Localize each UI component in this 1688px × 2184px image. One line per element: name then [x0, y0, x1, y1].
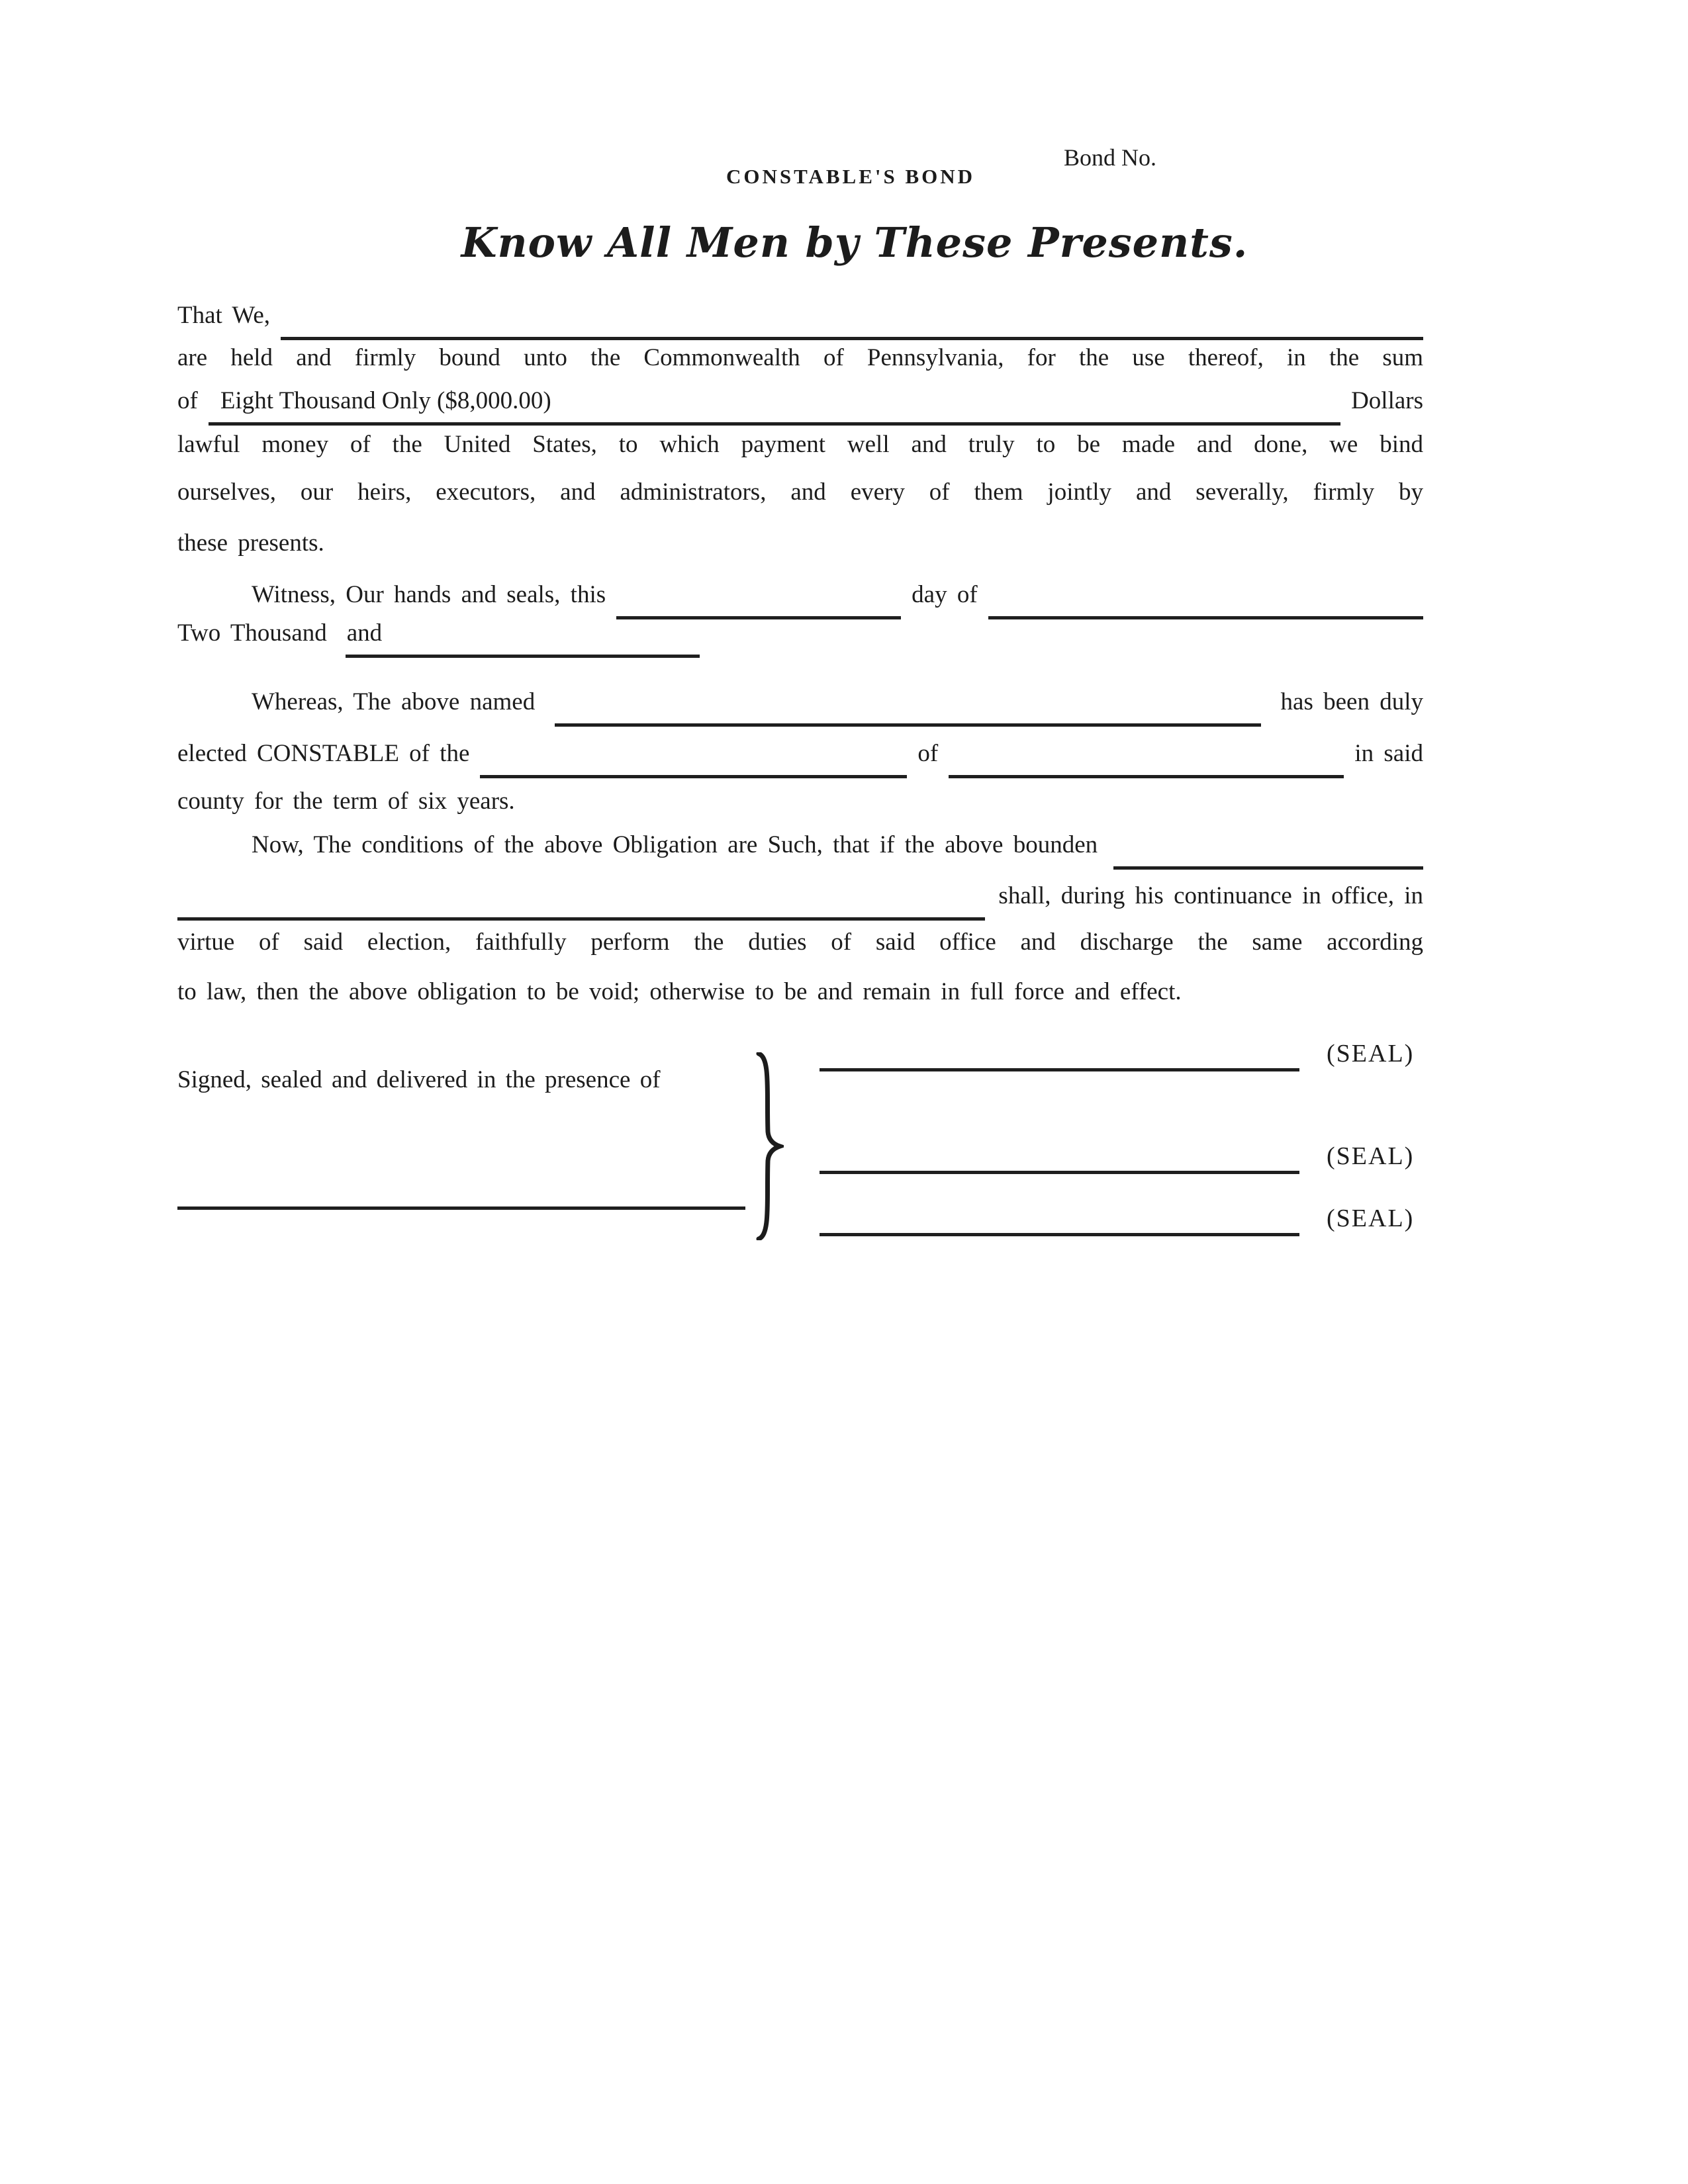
- year-value: and: [346, 619, 383, 647]
- two-thousand-label: Two Thousand: [177, 619, 327, 647]
- signature-line-blank-3: [820, 1205, 1299, 1236]
- seal-label-3: (SEAL): [1327, 1205, 1415, 1232]
- whereas-lead-label: Whereas, The above named: [252, 688, 536, 715]
- brace-icon: [753, 1052, 784, 1247]
- shall-clause-line: shall, during his continuance in office, in: [998, 882, 1423, 909]
- bounden-blank-1: [1113, 831, 1423, 870]
- elected-lead-label: elected CONSTABLE of the: [177, 740, 470, 767]
- day-blank: [616, 580, 901, 619]
- of-label-2: of: [917, 740, 939, 767]
- conditions-line: Now, The conditions of the above Obligation are Such, that if the above bounden: [252, 831, 1098, 858]
- dollars-label: Dollars: [1351, 387, 1423, 414]
- year-blank: [346, 619, 700, 658]
- day-of-label: day of: [912, 581, 978, 608]
- obligors-blank: [281, 301, 1423, 340]
- lawful-clause-line-1: lawful money of the United States, to which payment well and truly to be made and done, we bind: [177, 431, 1423, 458]
- lawful-clause-line-3: these presents.: [177, 529, 324, 557]
- lawful-clause-line-2: ourselves, our heirs, executors, and administrators, and every of them jointly and severally, firmly by: [177, 478, 1423, 506]
- virtue-clause-line: virtue of said election, faithfully perform the duties of said office and discharge the same according: [177, 929, 1423, 956]
- witness-signature-blank: [177, 1206, 745, 1210]
- bond-no-label: Bond No.: [1064, 144, 1157, 171]
- of-label: of: [177, 387, 198, 414]
- named-blank: [555, 688, 1260, 727]
- seal-label-1: (SEAL): [1327, 1040, 1415, 1068]
- sum-blank: [209, 387, 1340, 426]
- month-blank: [988, 580, 1423, 619]
- municipality-blank: [480, 739, 907, 778]
- document-title: Know All Men by These Presents.: [461, 218, 1248, 267]
- seal-label-2: (SEAL): [1327, 1142, 1415, 1170]
- sum-value: Eight Thousand Only ($8,000.00): [220, 387, 551, 414]
- bounden-blank-2: [177, 882, 985, 921]
- that-we-label: That We,: [177, 302, 271, 329]
- signature-line-blank-1: [820, 1040, 1299, 1071]
- county-blank: [949, 739, 1344, 778]
- form-type-label: CONSTABLE'S BOND: [726, 165, 976, 188]
- presence-label: Signed, sealed and delivered in the presence of: [177, 1066, 661, 1093]
- law-clause-line: to law, then the above obligation to be void; otherwise to be and remain in full force and effect.: [177, 978, 1182, 1005]
- witness-lead-label: Witness, Our hands and seals, this: [252, 581, 606, 608]
- bound-clause-line: are held and firmly bound unto the Commonwealth of Pennsylvania, for the use thereof, in the sum: [177, 344, 1423, 371]
- signature-line-blank-2: [820, 1142, 1299, 1174]
- county-term-line: county for the term of six years.: [177, 788, 515, 815]
- in-said-label: in said: [1354, 740, 1423, 767]
- has-been-duly-label: has been duly: [1280, 688, 1423, 715]
